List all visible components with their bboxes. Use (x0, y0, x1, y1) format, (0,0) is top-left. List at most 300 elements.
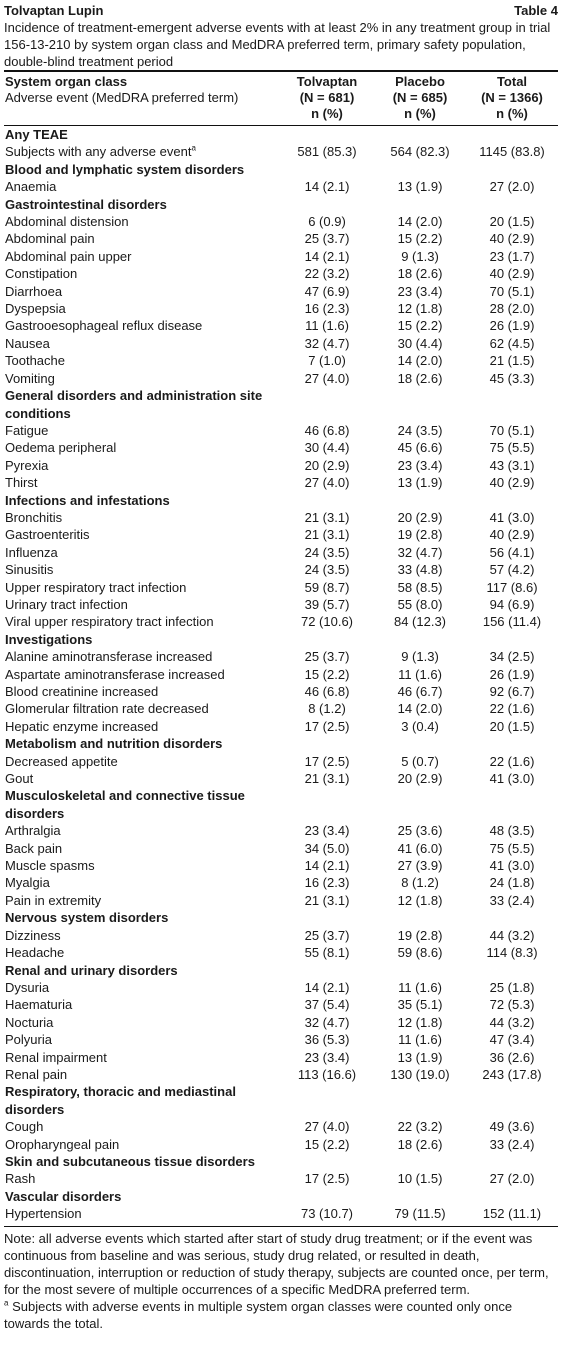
soc-header-row (4, 126, 558, 144)
soc-name: Nervous system disorders (5, 910, 169, 926)
tolvaptan-value: 55 (8.1) (304, 945, 350, 961)
soc-name: Metabolism and nutrition disorders (5, 736, 223, 752)
soc-header-row (4, 631, 558, 648)
event-term-cell (4, 840, 280, 857)
tolvaptan-value: 15 (2.2) (304, 1136, 350, 1152)
event-term: Muscle spasms (5, 858, 95, 874)
event-term-cell (4, 596, 280, 613)
table-row (4, 178, 558, 195)
soc-header-row (4, 161, 558, 178)
table-caption: Incidence of treatment-emergent adverse events with at least 2% in any treatment group in trial 156-13-210 by system organ class and MedDRA preferred term, primary safety population, double-blind treatment period (4, 20, 551, 69)
event-term-cell (4, 526, 280, 543)
placebo-value: 18 (2.6) (397, 370, 443, 386)
event-term-cell (4, 1066, 280, 1083)
header-placebo-n: (N = 685) (392, 90, 448, 105)
total-value: 1145 (83.8) (479, 144, 545, 160)
table-row (4, 1049, 558, 1066)
total-value: 114 (8.3) (486, 945, 538, 961)
soc-header-row (4, 1153, 558, 1170)
table-row (4, 579, 558, 596)
placebo-value: 45 (6.6) (397, 440, 443, 456)
tolvaptan-value: 24 (3.5) (304, 562, 350, 578)
event-term-cell (4, 753, 280, 770)
placebo-value: 19 (2.8) (397, 927, 443, 943)
table-row (4, 422, 558, 439)
tolvaptan-value: 113 (16.6) (297, 1066, 357, 1082)
total-value: 75 (5.5) (489, 840, 535, 856)
table-row (4, 335, 558, 352)
event-term-cell (4, 509, 280, 526)
tolvaptan-value: 581 (85.3) (297, 144, 357, 160)
table-row (4, 1014, 558, 1031)
event-term: Arthralgia (5, 823, 61, 839)
placebo-value: 12 (1.8) (397, 1014, 443, 1030)
total-value: 47 (3.4) (489, 1032, 535, 1048)
adverse-events-table (4, 72, 558, 1226)
tolvaptan-value: 23 (3.4) (304, 823, 350, 839)
total-value: 44 (3.2) (489, 927, 535, 943)
table-row (4, 352, 558, 369)
tolvaptan-value: 27 (4.0) (304, 475, 350, 491)
tolvaptan-value: 14 (2.1) (304, 248, 350, 264)
total-value: 20 (1.5) (489, 718, 535, 734)
placebo-value: 13 (1.9) (397, 475, 443, 491)
tolvaptan-value: 59 (8.7) (304, 579, 350, 595)
total-value: 75 (5.5) (489, 440, 535, 456)
table-row (4, 1205, 558, 1225)
soc-header-row (4, 387, 558, 422)
total-value: 40 (2.9) (489, 527, 535, 543)
placebo-value: 55 (8.0) (397, 596, 443, 612)
total-value: 92 (6.7) (489, 684, 535, 699)
tolvaptan-value: 21 (3.1) (304, 771, 350, 787)
event-term-cell (4, 979, 280, 996)
placebo-value: 14 (2.0) (397, 701, 443, 717)
tolvaptan-value: 14 (2.1) (304, 979, 350, 995)
soc-header-row (4, 787, 558, 822)
event-term: Influenza (5, 544, 58, 560)
event-term-cell (4, 474, 280, 491)
event-term-cell (4, 457, 280, 474)
table-row (4, 544, 558, 561)
event-term-cell (4, 352, 280, 369)
tolvaptan-value: 15 (2.2) (304, 666, 350, 682)
placebo-value: 79 (11.5) (394, 1206, 446, 1222)
table-row (4, 300, 558, 317)
placebo-value: 11 (1.6) (398, 1032, 442, 1048)
event-term: Rash (5, 1171, 36, 1187)
placebo-value: 27 (3.9) (397, 858, 443, 874)
tolvaptan-value: 23 (3.4) (304, 1049, 350, 1065)
placebo-value: 13 (1.9) (397, 1049, 443, 1065)
soc-header-row (4, 1083, 558, 1118)
event-term: Blood creatinine increased (5, 684, 159, 699)
header-soc-label: System organ class (5, 74, 128, 89)
total-value: 22 (1.6) (489, 753, 535, 769)
header-total: Total (496, 74, 528, 89)
table-body (4, 126, 558, 1226)
table-row (4, 213, 558, 230)
total-value: 41 (3.0) (489, 771, 535, 787)
header-placebo-unit: n (%) (374, 106, 466, 126)
tolvaptan-value: 73 (10.7) (300, 1206, 354, 1222)
event-term: Abdominal pain upper (5, 248, 132, 264)
event-term: Aspartate aminotransferase increased (5, 666, 225, 682)
placebo-value: 35 (5.1) (397, 997, 443, 1013)
tolvaptan-value: 20 (2.9) (304, 457, 350, 473)
event-term: Abdominal pain (5, 231, 95, 247)
table-row (4, 317, 558, 334)
soc-name: Gastrointestinal disorders (5, 196, 167, 212)
total-value: 72 (5.3) (489, 997, 535, 1013)
header-placebo: Placebo (395, 74, 445, 89)
event-term-cell (4, 317, 280, 334)
event-term-cell (4, 944, 280, 961)
soc-name: Vascular disorders (5, 1188, 122, 1204)
event-term: Thirst (5, 475, 38, 491)
event-term: Headache (5, 945, 65, 961)
event-term-cell (4, 822, 280, 839)
event-term: Alanine aminotransferase increased (5, 649, 213, 665)
total-value: 62 (4.5) (489, 335, 535, 351)
total-value: 70 (5.1) (489, 283, 535, 299)
table-row (4, 996, 558, 1013)
total-value: 152 (11.1) (482, 1206, 542, 1222)
table-row (4, 718, 558, 735)
table-row (4, 1170, 558, 1187)
placebo-value: 20 (2.9) (397, 509, 443, 525)
event-term-cell (4, 857, 280, 874)
soc-header-row (4, 735, 558, 752)
event-term-cell (4, 892, 280, 909)
tolvaptan-value: 46 (6.8) (304, 684, 350, 699)
event-term: Constipation (5, 266, 78, 282)
event-term-cell (4, 718, 280, 735)
tolvaptan-value: 46 (6.8) (304, 422, 350, 438)
total-value: 56 (4.1) (489, 544, 535, 560)
event-term: Dysuria (5, 979, 50, 995)
placebo-value: 59 (8.6) (397, 945, 443, 961)
event-term: Vomiting (5, 370, 55, 386)
total-value: 40 (2.9) (489, 231, 535, 247)
table-row (4, 753, 558, 770)
event-term: Dizziness (5, 927, 61, 943)
table-row (4, 648, 558, 665)
placebo-value: 23 (3.4) (397, 283, 443, 299)
event-term-cell (4, 700, 280, 717)
placebo-value: 564 (82.3) (390, 144, 450, 160)
event-term: Gastrooesophageal reflux disease (5, 318, 203, 334)
tolvaptan-value: 8 (1.2) (308, 701, 346, 717)
table-row (4, 265, 558, 282)
total-value: 22 (1.6) (489, 701, 535, 717)
table-notes (4, 1226, 558, 1332)
tolvaptan-value: 17 (2.5) (304, 718, 350, 734)
soc-header-row (4, 492, 558, 509)
table-row (4, 526, 558, 543)
event-term-cell (4, 1118, 280, 1135)
placebo-value: 3 (0.4) (401, 718, 439, 734)
placebo-value: 46 (6.7) (397, 684, 443, 699)
table-row (4, 143, 558, 160)
tolvaptan-value: 6 (0.9) (308, 214, 346, 230)
event-term-cell (4, 770, 280, 787)
event-term-cell (4, 1014, 280, 1031)
event-term-cell (4, 439, 280, 456)
event-term-cell (4, 248, 280, 265)
total-value: 40 (2.9) (489, 266, 535, 282)
event-term: Toothache (5, 353, 65, 369)
event-term: Decreased appetite (5, 753, 118, 769)
tolvaptan-value: 30 (4.4) (304, 440, 350, 456)
tolvaptan-value: 21 (3.1) (304, 509, 350, 525)
event-term-cell (4, 544, 280, 561)
table-title-row (4, 2, 558, 19)
event-term-cell (4, 874, 280, 891)
table-row (4, 666, 558, 683)
total-value: 243 (17.8) (482, 1066, 542, 1082)
tolvaptan-value: 47 (6.9) (304, 283, 350, 299)
soc-header-row (4, 1188, 558, 1205)
event-term-cell (4, 213, 280, 230)
table-row (4, 1031, 558, 1048)
event-term: Anaemia (5, 179, 57, 195)
placebo-value: 33 (4.8) (397, 562, 443, 578)
event-term: Hypertension (5, 1206, 82, 1222)
placebo-value: 25 (3.6) (397, 823, 443, 839)
tolvaptan-value: 22 (3.2) (304, 266, 350, 282)
placebo-value: 22 (3.2) (397, 1119, 443, 1135)
event-term-cell (4, 579, 280, 596)
placebo-value: 32 (4.7) (397, 544, 443, 560)
total-value: 40 (2.9) (489, 475, 535, 491)
footnote-ref: a (191, 144, 196, 154)
event-term: Gastroenteritis (5, 527, 90, 543)
event-term: Upper respiratory tract infection (5, 579, 187, 595)
tolvaptan-value: 34 (5.0) (304, 840, 350, 856)
table-row (4, 1118, 558, 1135)
event-term-cell (4, 927, 280, 944)
event-term-cell (4, 1170, 280, 1187)
event-term: Urinary tract infection (5, 596, 128, 612)
tolvaptan-value: 14 (2.1) (304, 179, 350, 195)
table-row (4, 248, 558, 265)
event-term-cell (4, 1049, 280, 1066)
event-term-cell (4, 230, 280, 247)
tolvaptan-value: 17 (2.5) (304, 753, 350, 769)
table-row (4, 979, 558, 996)
event-term-cell (4, 300, 280, 317)
table-row (4, 770, 558, 787)
total-value: 21 (1.5) (489, 353, 535, 369)
event-term: Pain in extremity (5, 892, 102, 908)
event-term: Renal pain (5, 1066, 68, 1082)
tolvaptan-value: 16 (2.3) (304, 875, 350, 891)
total-value: 44 (3.2) (489, 1014, 535, 1030)
event-term-cell (4, 666, 280, 683)
placebo-value: 15 (2.2) (397, 231, 443, 247)
table-row (4, 1136, 558, 1153)
event-term: Gout (5, 771, 34, 787)
tolvaptan-value: 25 (3.7) (304, 231, 350, 247)
event-term: Viral upper respiratory tract infection (5, 614, 214, 630)
total-value: 33 (2.4) (489, 892, 535, 908)
event-term: Bronchitis (5, 509, 63, 525)
soc-name: Investigations (5, 631, 93, 647)
event-term: Glomerular filtration rate decreased (5, 701, 209, 717)
soc-name: Musculoskeletal and connective tissue disorders (5, 788, 245, 821)
placebo-value: 41 (6.0) (397, 840, 443, 856)
event-term-cell (4, 648, 280, 665)
event-term: Oedema peripheral (5, 440, 117, 456)
total-value: 57 (4.2) (489, 562, 535, 578)
event-term-cell (4, 1205, 280, 1225)
note-text: Note: all adverse events which started after start of study drug treatment; or if the event was continuous from baseline and was serious, study drug related, or resulted in death, discontinuation, interruption or reduction of study therapy, subjects are counted once, per term, for the most severe of multiple occurrences of a specific MedDRA preferred term. (4, 1230, 549, 1297)
placebo-value: 9 (1.3) (401, 649, 439, 665)
event-term: Back pain (5, 840, 63, 856)
event-term: Nausea (5, 335, 50, 351)
event-term: Polyuria (5, 1032, 52, 1048)
event-term: Myalgia (5, 875, 50, 891)
soc-name: Respiratory, thoracic and mediastinal disorders (5, 1084, 236, 1117)
event-term: Abdominal distension (5, 214, 129, 230)
placebo-value: 84 (12.3) (393, 614, 447, 630)
event-term-cell (4, 1136, 280, 1153)
event-term-cell (4, 143, 280, 160)
placebo-value: 9 (1.3) (401, 248, 439, 264)
table-row (4, 613, 558, 630)
placebo-value: 24 (3.5) (397, 422, 443, 438)
header-total-n: (N = 1366) (481, 90, 543, 105)
tolvaptan-value: 32 (4.7) (304, 335, 350, 351)
event-term-cell (4, 561, 280, 578)
tolvaptan-value: 7 (1.0) (308, 353, 346, 369)
event-term: Hepatic enzyme increased (5, 718, 159, 734)
total-value: 41 (3.0) (489, 509, 535, 525)
placebo-value: 19 (2.8) (397, 527, 443, 543)
event-term: Subjects with any adverse event (5, 144, 192, 160)
event-term: Diarrhoea (5, 283, 63, 299)
table-row (4, 700, 558, 717)
tolvaptan-value: 27 (4.0) (304, 1119, 350, 1135)
tolvaptan-value: 21 (3.1) (304, 527, 350, 543)
placebo-value: 23 (3.4) (397, 457, 443, 473)
total-value: 117 (8.6) (486, 579, 538, 595)
table-row (4, 370, 558, 387)
event-term-cell (4, 996, 280, 1013)
event-term-cell (4, 1031, 280, 1048)
total-value: 23 (1.7) (489, 248, 535, 264)
event-term: Cough (5, 1119, 44, 1135)
total-value: 27 (2.0) (489, 179, 535, 195)
placebo-value: 13 (1.9) (397, 179, 443, 195)
table-row (4, 457, 558, 474)
table-row (4, 874, 558, 891)
soc-header-row (4, 196, 558, 213)
soc-header-row (4, 962, 558, 979)
placebo-value: 8 (1.2) (401, 875, 439, 891)
table-row (4, 857, 558, 874)
total-value: 70 (5.1) (489, 422, 535, 438)
header-total-unit: n (%) (466, 106, 558, 126)
placebo-value: 20 (2.9) (397, 771, 443, 787)
event-term: Renal impairment (5, 1049, 107, 1065)
table-row (4, 944, 558, 961)
soc-name: Skin and subcutaneous tissue disorders (5, 1153, 255, 1169)
total-value: 45 (3.3) (489, 370, 535, 386)
table-row (4, 596, 558, 613)
event-term-cell (4, 335, 280, 352)
event-term: Dyspepsia (5, 301, 66, 317)
total-value: 36 (2.6) (489, 1049, 535, 1065)
table-header (4, 72, 558, 126)
placebo-value: 130 (19.0) (390, 1066, 450, 1082)
tolvaptan-value: 24 (3.5) (304, 544, 350, 560)
total-value: 43 (3.1) (489, 457, 535, 473)
table-row (4, 840, 558, 857)
table-row (4, 283, 558, 300)
table-row (4, 683, 558, 700)
total-value: 24 (1.8) (489, 875, 535, 891)
soc-name: Any TEAE (5, 127, 68, 142)
placebo-value: 12 (1.8) (397, 301, 443, 317)
event-term-cell (4, 370, 280, 387)
footnote-a (4, 1298, 558, 1332)
event-term: Fatigue (5, 422, 49, 438)
event-term-cell (4, 283, 280, 300)
placebo-value: 11 (1.6) (398, 979, 442, 995)
event-term-cell (4, 422, 280, 439)
total-value: 25 (1.8) (489, 979, 535, 995)
total-value: 48 (3.5) (489, 823, 535, 839)
total-value: 26 (1.9) (489, 666, 535, 682)
soc-header-row (4, 909, 558, 926)
tolvaptan-value: 72 (10.6) (300, 614, 354, 630)
table-row (4, 509, 558, 526)
header-tolvaptan-n: (N = 681) (299, 90, 355, 105)
tolvaptan-value: 11 (1.6) (305, 318, 349, 334)
header-tolvaptan-unit: n (%) (280, 106, 374, 126)
total-value: 27 (2.0) (489, 1171, 535, 1187)
tolvaptan-value: 16 (2.3) (304, 301, 350, 317)
event-term: Haematuria (5, 997, 73, 1013)
event-term: Pyrexia (5, 457, 49, 473)
placebo-value: 14 (2.0) (397, 353, 443, 369)
tolvaptan-value: 25 (3.7) (304, 927, 350, 943)
table-row (4, 439, 558, 456)
tolvaptan-value: 27 (4.0) (304, 370, 350, 386)
header-term-label: Adverse event (MedDRA preferred term) (5, 90, 239, 105)
placebo-value: 18 (2.6) (397, 266, 443, 282)
placebo-value: 14 (2.0) (397, 214, 443, 230)
soc-name: General disorders and administration site conditions (5, 388, 263, 421)
total-value: 41 (3.0) (489, 858, 535, 874)
placebo-value: 10 (1.5) (397, 1171, 443, 1187)
total-value: 26 (1.9) (489, 318, 535, 334)
table-row (4, 927, 558, 944)
total-value: 28 (2.0) (489, 301, 535, 317)
placebo-value: 11 (1.6) (398, 666, 442, 682)
tolvaptan-value: 39 (5.7) (304, 596, 350, 612)
total-value: 20 (1.5) (489, 214, 535, 230)
soc-name: Blood and lymphatic system disorders (5, 161, 245, 177)
table-row (4, 474, 558, 491)
placebo-value: 5 (0.7) (401, 753, 439, 769)
placebo-value: 30 (4.4) (397, 335, 443, 351)
tolvaptan-value: 37 (5.4) (304, 997, 350, 1013)
table-row (4, 561, 558, 578)
total-value: 94 (6.9) (489, 596, 535, 612)
